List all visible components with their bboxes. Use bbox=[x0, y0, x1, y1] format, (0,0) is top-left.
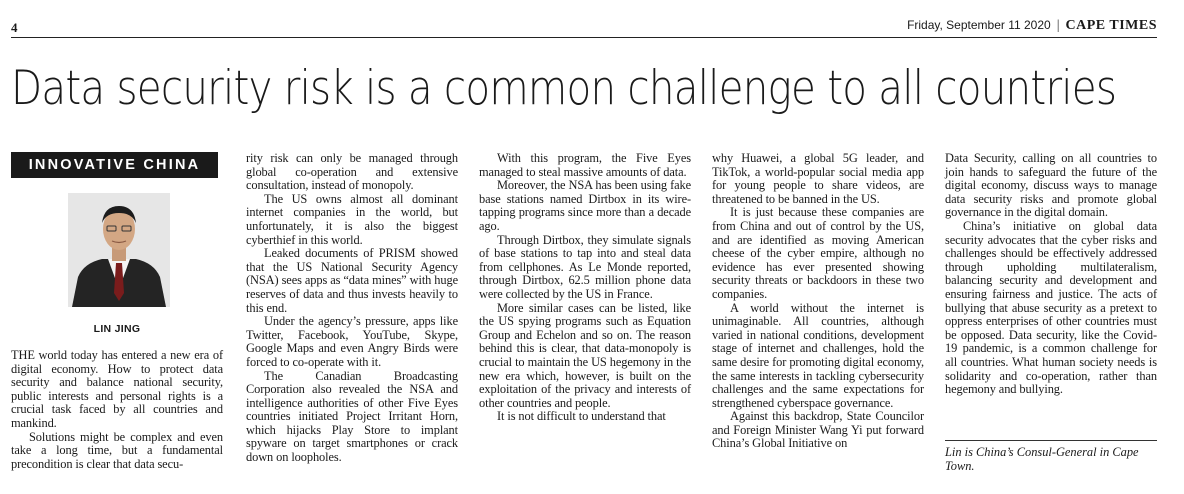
author-byline: LIN JING bbox=[93, 323, 141, 335]
paragraph: Moreover, the NSA has been using fake base stations named Dirtbox in its wire-tapping programs since more than a decade ago. bbox=[479, 178, 691, 233]
header-rule bbox=[11, 37, 1157, 38]
paragraph: The Canadian Broadcasting Corporation also revealed the NSA and intelligence authorities of other Five Eyes countries initiated Project Irritant Horn, which hijacks Play Store to implant spyware on target smartphones or crack down on loopholes. bbox=[246, 368, 458, 465]
masthead-separator: | bbox=[1056, 18, 1060, 33]
paragraph: Under the agency’s pressure, apps like Twitter, Facebook, YouTube, Skype, Google Maps and even Angry Birds were forced to co-operate with it. bbox=[246, 314, 458, 369]
paragraph: A world without the internet is unimaginable. All countries, although varied in national conditions, development stage of internet and challenges, hold the same desire for promoting digital economy, the same interests in tackling cybersecurity challenges and the same expectations for strengthened cyberspace governance. bbox=[712, 300, 924, 410]
author-portrait-image bbox=[68, 193, 170, 307]
masthead bbox=[907, 18, 1157, 34]
signature-rule bbox=[945, 440, 1157, 441]
paragraph: Solutions might be complex and even take a long time, but a fundamental precondition is clear that data secu- bbox=[11, 429, 223, 471]
author-note: Lin is China’s Consul-General in Cape Town. bbox=[945, 445, 1139, 473]
article-column-5 bbox=[945, 152, 1157, 397]
page-number: 4 bbox=[11, 20, 18, 35]
paragraph: Leaked documents of PRISM showed that the US National Security Agency (NSA) sees apps as “data mines” with huge reserves of data and thus invests heavily to this end. bbox=[246, 246, 458, 315]
paragraph: Through Dirtbox, they simulate signals of base stations to tap into and steal data from cellphones. As Le Monde reported, through Dirtbox, 62.5 million phone data were collected by the US in France. bbox=[479, 232, 691, 301]
paragraph: Against this backdrop, State Councilor and Foreign Minister Wang Yi put forward China’s Global Initiative on bbox=[712, 409, 924, 451]
paragraph: It is just because these companies are from China and out of control by the US, and are identified as moving American cheese of the cyber empire, although no evidence has ever presented showing security threats or backdoors in these two companies. bbox=[712, 205, 924, 301]
section-rubric: INNOVATIVE CHINA bbox=[11, 152, 218, 178]
paragraph: why Huawei, a global 5G leader, and TikTok, a world-popular social media app for young people to share videos, are threatened to be banned in the US. bbox=[712, 151, 924, 206]
paragraph: China’s initiative on global data security advocates that the cyber risks and challenges should be effectively addressed through upholding multilateralism, balancing security and development and ensuring fairness and justice. The acts of bullying that abuse security as a pretext to oppress enterprises of other countries must be opposed. Data security, like the Covid-19 pandemic, is a common challenge for all countries. What human society needs is solidarity and co-operation, rather than hegemony and bullying. bbox=[945, 218, 1157, 397]
article-column-4 bbox=[712, 152, 924, 451]
publication-name: CAPE TIMES bbox=[1065, 18, 1157, 33]
article-column-1 bbox=[11, 349, 223, 471]
paragraph: Data Security, calling on all countries to join hands to safeguard the future of the digital economy, discuss ways to manage data security risks and promote global governance in the digital domain. bbox=[945, 151, 1157, 220]
paragraph: It is not difficult to understand that bbox=[497, 409, 666, 424]
paragraph: With this program, the Five Eyes managed to steal massive amounts of data. bbox=[479, 151, 691, 179]
article-column-3 bbox=[479, 152, 691, 424]
paragraph: THE world today has entered a new era of digital economy. How to protect data security and balance national security, public interests and personal rights is a crucial task faced by all countries and mankind. bbox=[11, 348, 223, 430]
paragraph: rity risk can only be managed through global co-operation and extensive consultation, instead of monopoly. bbox=[246, 151, 458, 193]
author-photo bbox=[68, 193, 170, 307]
article-column-2 bbox=[246, 152, 458, 465]
headline: Data security risk is a common challenge to all countries bbox=[11, 61, 1117, 116]
paragraph: The US owns almost all dominant internet companies in the world, but unfortunately, it is also the biggest cyberthief in this world. bbox=[246, 191, 458, 247]
issue-date: Friday, September 11 2020 bbox=[907, 18, 1051, 32]
paragraph: More similar cases can be listed, like the US spying programs such as Equation Group and Echelon and so on. The reason behind this is clear, that data-monopoly is crucial to maintain the US hegemony in the new era which, however, is built on the exploitation of the privacy and interests of other countries and people. bbox=[479, 300, 691, 410]
